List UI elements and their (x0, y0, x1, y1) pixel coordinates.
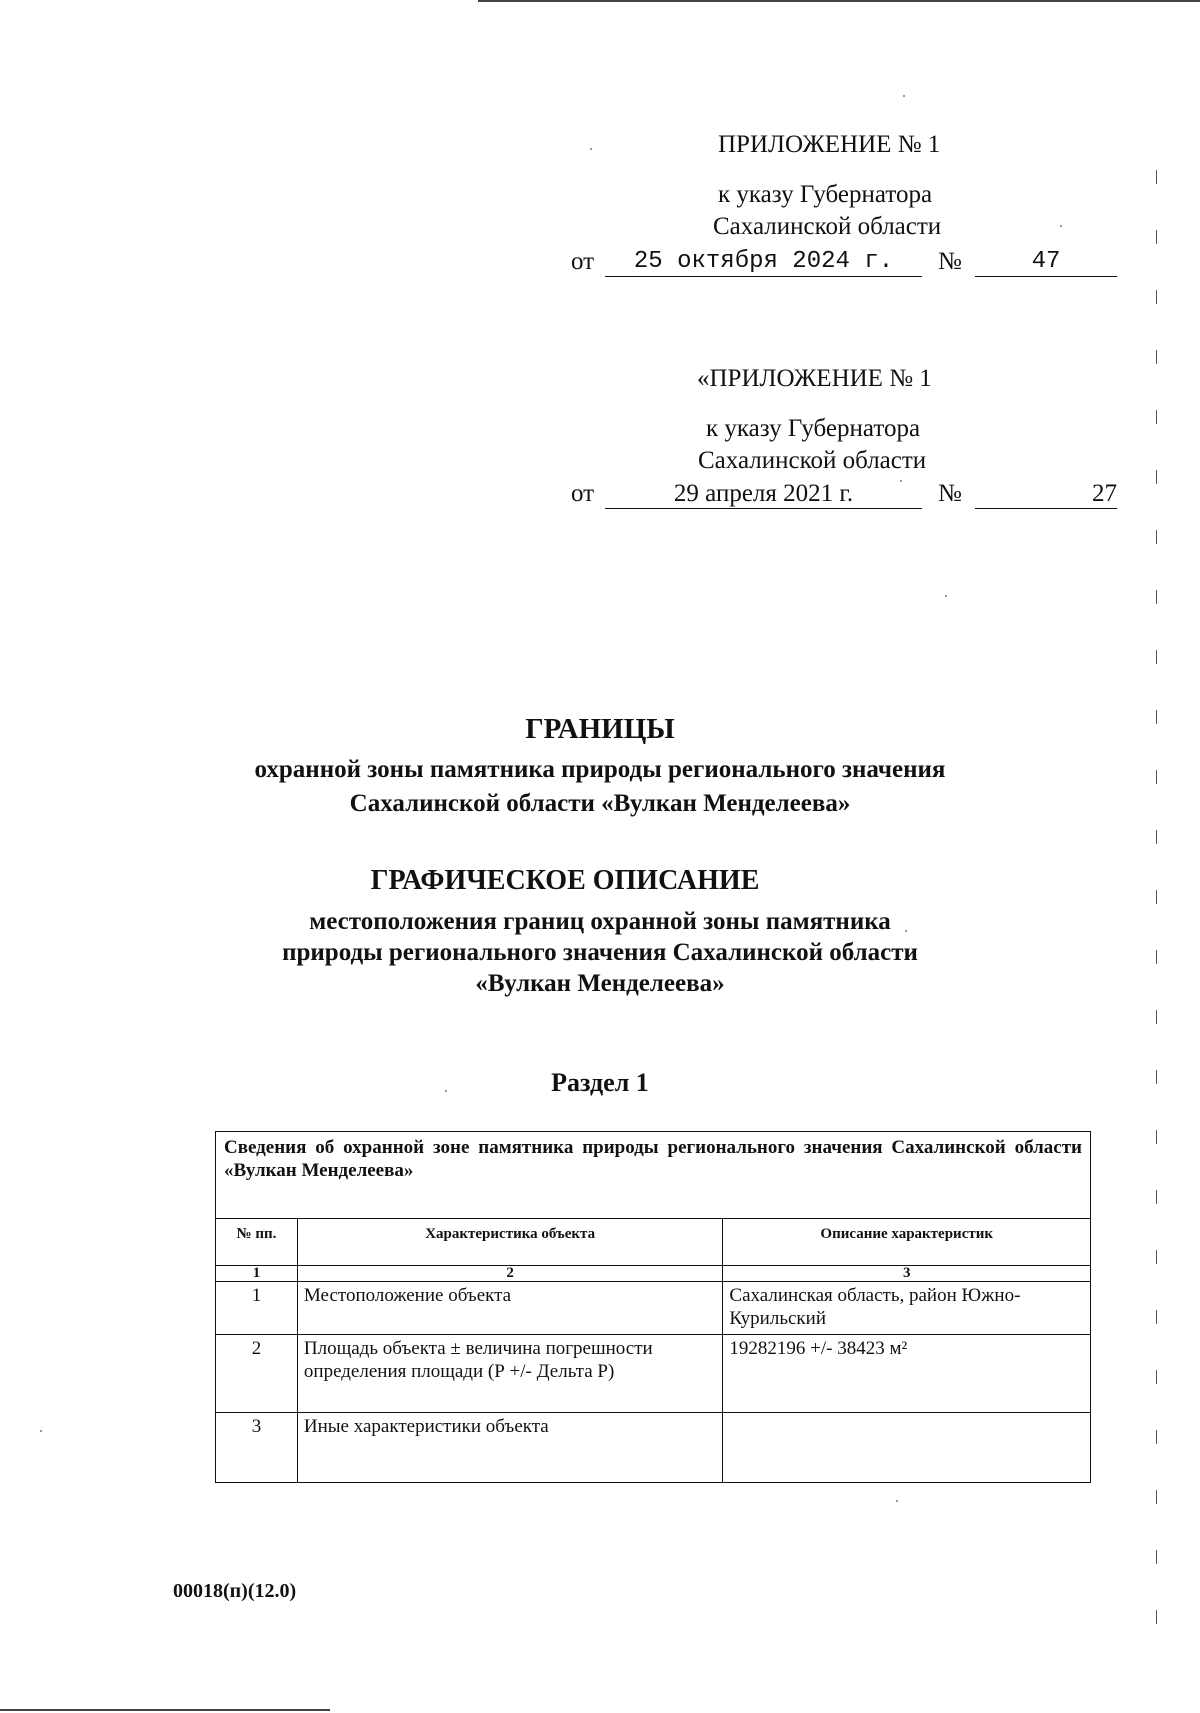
subheading-line2: природы регионального значения Сахалинской области (282, 939, 918, 966)
scan-speck (945, 595, 947, 597)
table-header-cell: Характеристика объекта (297, 1219, 723, 1266)
row-characteristic: Местоположение объекта (297, 1282, 723, 1335)
table-column-number: 3 (723, 1266, 1091, 1282)
current-appendix-title: ПРИЛОЖЕНИЕ № 1 (718, 131, 941, 158)
previous-number: 27 (975, 477, 1117, 509)
heading-title: ГРАНИЦЫ (525, 713, 675, 745)
row-number: 2 (216, 1335, 298, 1413)
current-date: 25 октября 2024 г. (605, 245, 922, 277)
row-number: 3 (216, 1413, 298, 1483)
table-row (216, 1413, 1091, 1483)
heading-line2: Сахалинской области «Вулкан Менделеева» (349, 790, 851, 817)
table-column-numbers-row (216, 1266, 1091, 1282)
subheading-line1: местоположения границ охранной зоны памятника (309, 908, 891, 935)
current-from-label: от (571, 248, 595, 275)
form-code: 00018(п)(12.0) (173, 1580, 297, 1602)
scan-edge-bottom (0, 1709, 330, 1711)
previous-appendix-line2: Сахалинской области (698, 447, 927, 474)
previous-appendix-block (0, 0, 1200, 520)
scan-speck (40, 1430, 42, 1432)
previous-appendix-date-row (0, 477, 1200, 511)
table-column-number: 1 (216, 1266, 298, 1282)
section-title: Раздел 1 (551, 1068, 649, 1097)
table-column-number: 2 (297, 1266, 723, 1282)
scan-speck (896, 1500, 898, 1502)
row-description: Сахалинская область, район Южно-Курильский (723, 1282, 1091, 1335)
row-description (723, 1413, 1091, 1483)
previous-appendix-title: «ПРИЛОЖЕНИЕ № 1 (697, 365, 932, 392)
subheading-line3: «Вулкан Менделеева» (475, 970, 725, 997)
previous-number-label: № (938, 480, 962, 507)
row-characteristic: Площадь объекта ± величина погрешности определения площади (Р +/- Дельта Р) (297, 1335, 723, 1413)
current-number: 47 (975, 245, 1117, 277)
previous-appendix-line1: к указу Губернатора (706, 415, 921, 442)
row-number: 1 (216, 1282, 298, 1335)
table-row (216, 1282, 1091, 1335)
current-appendix-line2: Сахалинской области (713, 213, 942, 240)
table-header-cell: № пп. (216, 1219, 298, 1266)
table-header-row (216, 1219, 1091, 1266)
table-row (216, 1335, 1091, 1413)
heading-line1: охранной зоны памятника природы регионального значения (254, 756, 946, 783)
subheading-title: ГРАФИЧЕСКОЕ ОПИСАНИЕ (370, 865, 760, 896)
current-number-label: № (938, 248, 962, 275)
previous-date: 29 апреля 2021 г. (605, 477, 922, 509)
table-header-cell: Описание характеристик (723, 1219, 1091, 1266)
row-description: 19282196 +/- 38423 м² (723, 1335, 1091, 1413)
row-characteristic: Иные характеристики объекта (297, 1413, 723, 1483)
info-table (215, 1131, 1091, 1483)
table-caption: Сведения об охранной зоне памятника природы регионального значения Сахалинской области «Вулкан Менделеева» (216, 1132, 1091, 1219)
previous-from-label: от (571, 480, 595, 507)
current-appendix-line1: к указу Губернатора (718, 181, 933, 208)
